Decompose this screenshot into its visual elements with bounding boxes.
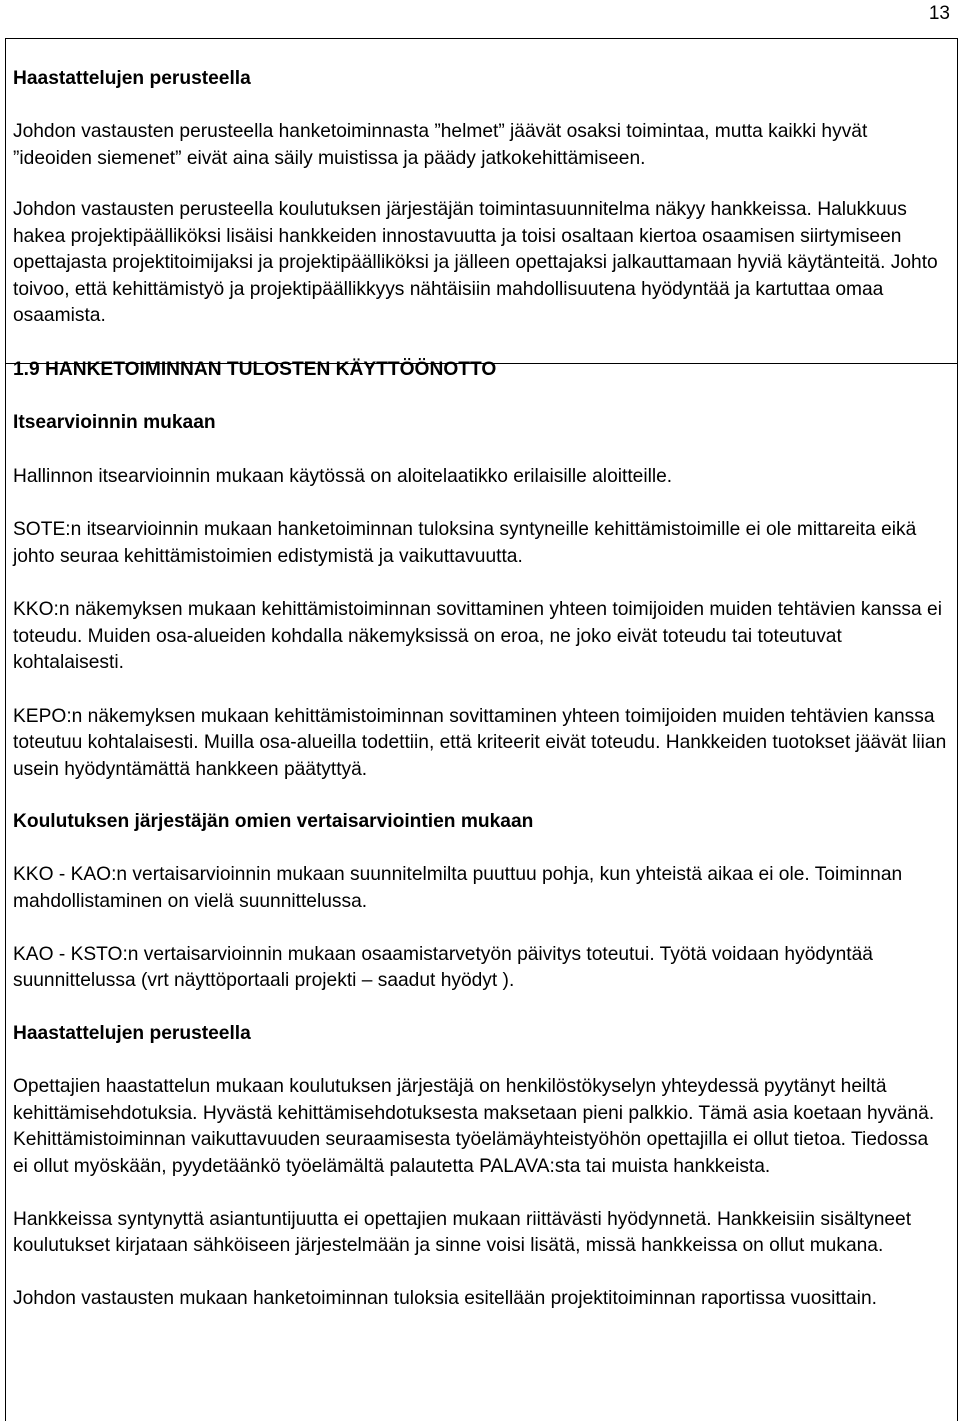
page-number: 13 xyxy=(928,3,950,24)
paragraph: Hallinnon itsearvioinnin mukaan käytössä on aloitelaatikko erilaisille aloitteille. xyxy=(13,465,673,487)
document-body xyxy=(13,66,948,1313)
paragraph: KAO - KSTO:n vertaisarvioinnin mukaan osaamistarvetyön päivitys toteutui. Työtä voidaan hyödyntää suunnittelussa (vrt näyttöportaali projekti – saadut hyödyt ). xyxy=(13,943,873,991)
paragraph: KEPO:n näkemyksen mukaan kehittämistoiminnan sovittaminen yhteen toimijoiden muiden tehtävien kanssa toteutuu kohtalaisesti. Muilla osa-alueilla todettiin, että kriteerit eivät toteudu. Hankkeiden tuotokset jäävät liian usein hyödyntämättä hankkeen päätyttyä. xyxy=(13,705,947,780)
paragraph: KKO - KAO:n vertaisarvioinnin mukaan suunnitelmilta puuttuu pohja, kun yhteistä aikaa ei ole. Toiminnan mahdollistaminen on vielä suunnittelussa. xyxy=(13,864,903,912)
section-heading: Haastattelujen perusteella xyxy=(13,1023,251,1044)
section-heading: Haastattelujen perusteella xyxy=(13,68,251,89)
section-heading: Koulutuksen järjestäjän omien vertaisarviointien mukaan xyxy=(13,811,534,832)
paragraph: Johdon vastausten perusteella koulutuksen järjestäjän toimintasuunnitelma näkyy hankkeissa. Halukkuus hakea projektipäälliköksi lisäisi hankkeiden innostavuutta ja toisi osaltaan kiertoa osaamisen siirtymiseen opettajasta projektitoimijaksi ja projektipäälliköksi ja jälleen opettajaksi jalkauttamaan hyviä käytänteitä. Johto toivoo, että kehittämistyö ja projektipäällikkyys nähtäisiin mahdollisuutena hyödyntää ja kartuttaa omaa osaamista. xyxy=(13,199,938,326)
chapter-heading: 1.9 HANKETOIMINNAN TULOSTEN KÄYTTÖÖNOTTO xyxy=(13,358,497,380)
paragraph: Johdon vastausten mukaan hanketoiminnan tuloksia esitellään projektitoiminnan raportissa vuosittain. xyxy=(13,1288,877,1309)
paragraph: Johdon vastausten perusteella hanketoiminnasta ”helmet” jäävät osaksi toimintaa, mutta kaikki hyvät ”ideoiden siemenet” eivät aina säily muistissa ja päädy jatkokehittämiseen. xyxy=(13,121,868,169)
paragraph: SOTE:n itsearvioinnin mukaan hanketoiminnan tuloksina syntyneille kehittämistoimille ei ole mittareita eikä johto seuraa kehittämistoimien edistymistä ja vaikuttavuutta. xyxy=(13,519,917,567)
section-heading: Itsearvioinnin mukaan xyxy=(13,412,216,433)
paragraph: Opettajien haastattelun mukaan koulutuksen järjestäjä on henkilöstökyselyn yhteydessä pyytänyt heiltä kehittämisehdotuksia. Hyvästä kehittämisehdotuksesta maksetaan pieni palkkio. Tämä asia koetaan hyvänä. Kehittämistoiminnan vaikuttavuuden seuraamisesta työelämäyhteistyöhön opettajilla ei ollut tietoa. Tiedossa ei ollut myöskään, pyydetäänkö työelämältä palautetta PALAVA:sta tai muista hankkeista. xyxy=(13,1076,935,1177)
paragraph: KKO:n näkemyksen mukaan kehittämistoiminnan sovittaminen yhteen toimijoiden muiden tehtävien kanssa ei toteudu. Muiden osa-alueiden kohdalla näkemyksissä on eroa, ne joko eivät toteudu tai toteutuvat kohtalaisesti. xyxy=(13,599,942,673)
paragraph: Hankkeissa syntynyttä asiantuntijuutta ei opettajien mukaan riittävästi hyödynnetä. Hankkeisiin sisältyneet koulutukset kirjataan sähköiseen järjestelmään ja sinne voisi lisätä, missä hankkeissa on ollut mukana. xyxy=(13,1208,912,1256)
